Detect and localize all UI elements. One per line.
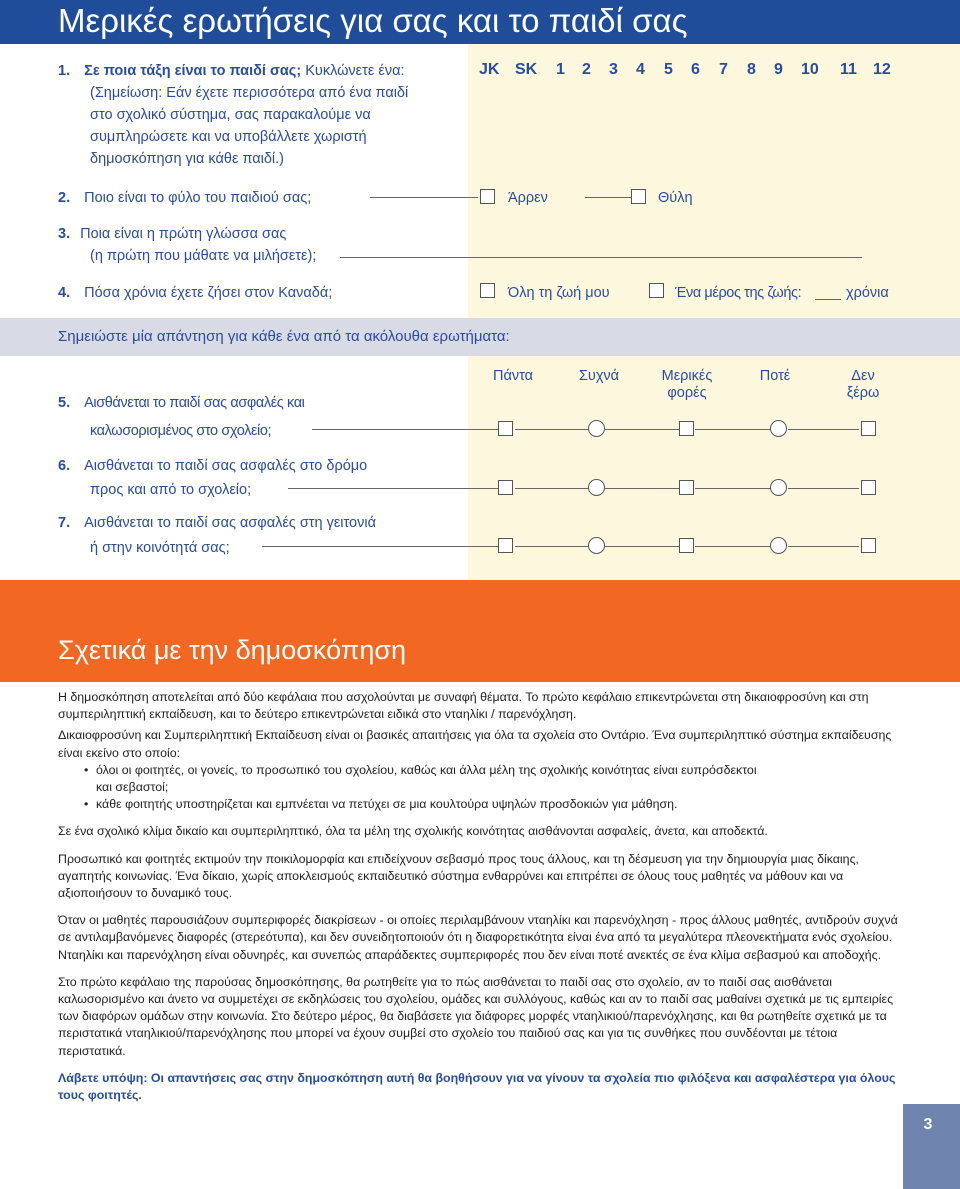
leader-line [695, 429, 776, 430]
about-note: Λάβετε υπόψη: Οι απαντήσεις σας στην δημοσκόπηση αυτή θα βοηθήσουν για να γίνουν τα σχολεία πιο φιλόξενα και ασφαλέστερα για όλους τους φοιτητές. [58, 1070, 896, 1103]
about-paragraph: Η δημοσκόπηση αποτελείται από δύο κεφάλαια που ασχολούνται με συναφή θέματα. Το πρώτο κεφάλαιο επικεντρώνεται στη δικαιοφροσύνη και στη συμπεριληπτική εκπαίδευση, και το δεύτερο επικεντρώνεται ειδικά στο νταηλίκι / παρενόχληση. [58, 690, 869, 722]
leader-line [515, 429, 593, 430]
leader-line [695, 546, 776, 547]
q6-never-radio[interactable] [770, 479, 787, 496]
grade-option-10[interactable]: 10 [801, 61, 819, 78]
q5-never-radio[interactable] [770, 420, 787, 437]
whole-life-label: Όλη τη ζωή μου [508, 285, 610, 301]
q5-sometimes-checkbox[interactable] [679, 421, 694, 436]
grade-option-11[interactable]: 11 [840, 61, 857, 78]
grade-option-jk[interactable]: JK [479, 61, 500, 78]
about-body [58, 689, 898, 1104]
about-paragraph: Στο πρώτο κεφάλαιο της παρούσας δημοσκόπησης, θα ρωτηθείτε για το πώς αισθάνεται το παιδί σας στο σχολείο, αν το παιδί σας αισθάνεται καλωσορισμένο και άνετο να συμμετέχει σε εκδηλώσεις του σχολείου, ομάδες και συλλόγους, καθώς και αν το παιδί σας μαθαίνει σχετικά με τις εμπειρίες των διαφόρων ομάδων στην κοινωνία. Στο δεύτερο μέρος, θα διαβάσετε για διάφορες μορφές νταηλικιού/παρενόχλησης, και θα ρωτηθείτε σχετικά με τα περιστατικά νταηλικιού/παρενόχλησης που μπορεί να έχουν συμβεί στο σχολείο του παιδιού σας και για τις συνθήκες που συνδέονται με τέτοια περιστατικά. [58, 974, 894, 1058]
q7-often-radio[interactable] [588, 537, 605, 554]
scale-header-never: Ποτέ [759, 368, 791, 384]
leader-line [605, 488, 683, 489]
instruction-text: Σημειώστε μία απάντηση για κάθε ένα από τα ακόλουθα ερωτήματα: [58, 328, 510, 345]
q7-sometimes-checkbox[interactable] [679, 538, 694, 553]
scale-header-sometimes: Μερικές φορές [661, 368, 713, 401]
grade-option-sk[interactable]: SK [515, 61, 538, 78]
q6-often-radio[interactable] [588, 479, 605, 496]
question-6-label-cont: προς και από το σχολείο; [90, 482, 252, 498]
question-6: 6. Αισθάνεται το παιδί σας ασφαλές στο δρόμο [58, 458, 368, 474]
leader-line [515, 546, 593, 547]
q5-often-radio[interactable] [588, 420, 605, 437]
question-3-label: Ποια είναι η πρώτη γλώσσα σας [80, 226, 287, 242]
female-checkbox[interactable] [631, 189, 646, 204]
leader-line [312, 429, 503, 430]
about-paragraph: Προσωπικό και φοιτητές εκτιμούν την ποικιλομορφία και επιδείχνουν σεβασμό προς τους άλλους, και τη δέσμευση για την δημιουργία μιας δίκαιης, αγαπητής κοινωνίας. Ένα δίκαιο, χωρίς αποκλεισμούς εκπαιδευτικό σύστημα ενθαρρύνει και επιτρέπει σε όλους τους μαθητές να μάθουν και να αξιοποιήσουν το δυναμικό τους. [58, 851, 859, 901]
question-7-label-cont: ή στην κοινότητά σας; [90, 540, 230, 556]
scale-header-always: Πάντα [492, 368, 533, 384]
question-4-label: Πόσα χρόνια έχετε ζήσει στον Καναδά; [84, 285, 333, 301]
question-5: 5. Αισθάνεται το παιδί σας ασφαλές και [58, 395, 305, 411]
grade-option-1[interactable]: 1 [556, 61, 565, 78]
question-6-label: Αισθάνεται το παιδί σας ασφαλές στο δρόμο [84, 458, 368, 474]
question-7: 7. Αισθάνεται το παιδί σας ασφαλές στη γειτονιά [58, 515, 376, 531]
page-number: 3 [923, 1116, 933, 1133]
leader-line [288, 488, 498, 489]
leader-line [788, 488, 859, 489]
leader-line [515, 488, 593, 489]
leader-line [585, 197, 631, 198]
q6-sometimes-checkbox[interactable] [679, 480, 694, 495]
question-1-label: Σε ποια τάξη είναι το παιδί σας; [84, 63, 302, 79]
grade-option-12[interactable]: 12 [873, 61, 891, 78]
leader-line [605, 429, 683, 430]
grade-option-4[interactable]: 4 [636, 61, 645, 78]
grade-option-2[interactable]: 2 [582, 61, 591, 78]
leader-line [788, 429, 859, 430]
about-title: Σχετικά με την δημοσκόπηση [58, 635, 407, 665]
question-3: 3. Ποια είναι η πρώτη γλώσσα σας (η πρώτη που μάθατε να μιλήσετε); [58, 226, 317, 264]
q7-always-checkbox[interactable] [498, 538, 513, 553]
years-input-line[interactable] [815, 299, 841, 300]
female-option-label: Θύλη [658, 190, 693, 206]
scale-header-often: Συχνά [578, 368, 620, 384]
grade-option-9[interactable]: 9 [774, 61, 783, 78]
q5-dont-know-checkbox[interactable] [861, 421, 876, 436]
grade-option-5[interactable]: 5 [664, 61, 673, 78]
question-2-label: Ποιο είναι το φύλο του παιδιού σας; [84, 190, 312, 206]
male-option-label: Άρρεν [508, 190, 548, 206]
question-4: 4. Πόσα χρόνια έχετε ζήσει στον Καναδά; [58, 285, 333, 301]
leader-line [262, 546, 498, 547]
leader-line [695, 488, 776, 489]
grade-option-7[interactable]: 7 [719, 61, 728, 78]
about-paragraph: Όταν οι μαθητές παρουσιάζουν συμπεριφορές διακρίσεων - οι οποίες περιλαμβάνουν νταηλίκι και παρενόχληση - προς άλλους μαθητές, αντιδρούν συχνά σε αντιλαμβανόμενες διαφορές (στερεότυπα), και δεν συνειδητοποιούν ότι η διαφορετικότητα είναι ένα από τα μεγαλύτερα πλεονεκτήματα ενός σχολείου. Νταηλίκι και παρενόχληση είναι οδυνηρές, και συνεπώς απαράδεκτες συμπεριφορές που δεν είναι ποτέ ανεκτές σε ένα κλίμα σεβασμού και αποδοχής. [58, 913, 898, 962]
q5-always-checkbox[interactable] [498, 421, 513, 436]
about-paragraph: Σε ένα σχολικό κλίμα δικαίο και συμπεριληπτικό, όλα τα μέλη της σχολικής κοινότητας αισθάνονται ασφαλείς, άνετα, και αποδεκτά. [58, 824, 768, 839]
q7-never-radio[interactable] [770, 537, 787, 554]
scale-header-dont-know: Δεν ξέρω [846, 368, 880, 401]
q6-dont-know-checkbox[interactable] [861, 480, 876, 495]
question-5-label-cont: καλωσορισμένος στο σχολείο; [90, 423, 272, 439]
answer-column-background [468, 44, 960, 580]
whole-life-checkbox[interactable] [480, 283, 495, 298]
page-title: Μερικές ερωτήσεις για σας και το παιδί σας [58, 2, 688, 39]
question-7-label: Αισθάνεται το παιδί σας ασφαλές στη γειτονιά [84, 515, 376, 531]
grade-option-8[interactable]: 8 [747, 61, 756, 78]
about-banner [0, 580, 960, 682]
bullet-item: • όλοι οι φοιτητές, οι γονείς, το προσωπικό του σχολείου, καθώς και άλλα μέλη της σχολικής κοινότητας είναι ευπρόσδεκτοι [58, 762, 898, 779]
grade-option-3[interactable]: 3 [609, 61, 618, 78]
part-of-life-checkbox[interactable] [649, 283, 664, 298]
bullet-item: • κάθε φοιτητής υποστηρίζεται και εμπνέεται να πετύχει σε μια κουλτούρα υψηλών προσδοκιών για μάθηση. [58, 796, 898, 813]
about-paragraph: Δικαιοφροσύνη και Συμπεριληπτική Εκπαίδευση είναι οι βασικές απαιτήσεις για όλα τα σχολεία στο Οντάριο. Ένα συμπεριληπτικό σύστημα εκπαίδευσης είναι εκείνο στο οποίο: [58, 728, 892, 760]
first-language-input-line[interactable] [340, 257, 862, 258]
leader-line [605, 546, 683, 547]
question-2: 2. Ποιο είναι το φύλο του παιδιού σας; [58, 190, 312, 206]
q7-dont-know-checkbox[interactable] [861, 538, 876, 553]
leader-line [788, 546, 859, 547]
question-1: 1. Σε ποια τάξη είναι το παιδί σας; Κυκλώνετε ένα: (Σημείωση: Εάν έχετε περισσότερα από ένα παιδί στο σχολικό σύστημα, σας παρακαλούμε να συμπληρώσετε και να υποβάλλετε χωριστή δημοσκόπηση για κάθε παιδί.) [58, 63, 409, 167]
bullet-item-cont: και σεβαστοί; [96, 780, 169, 795]
years-label: χρόνια [846, 285, 889, 301]
leader-line [370, 197, 478, 198]
q6-always-checkbox[interactable] [498, 480, 513, 495]
grade-option-6[interactable]: 6 [691, 61, 700, 78]
question-5-label: Αισθάνεται το παιδί σας ασφαλές και [84, 395, 305, 411]
male-checkbox[interactable] [480, 189, 495, 204]
part-of-life-label: Ένα μέρος της ζωής: [675, 285, 802, 301]
